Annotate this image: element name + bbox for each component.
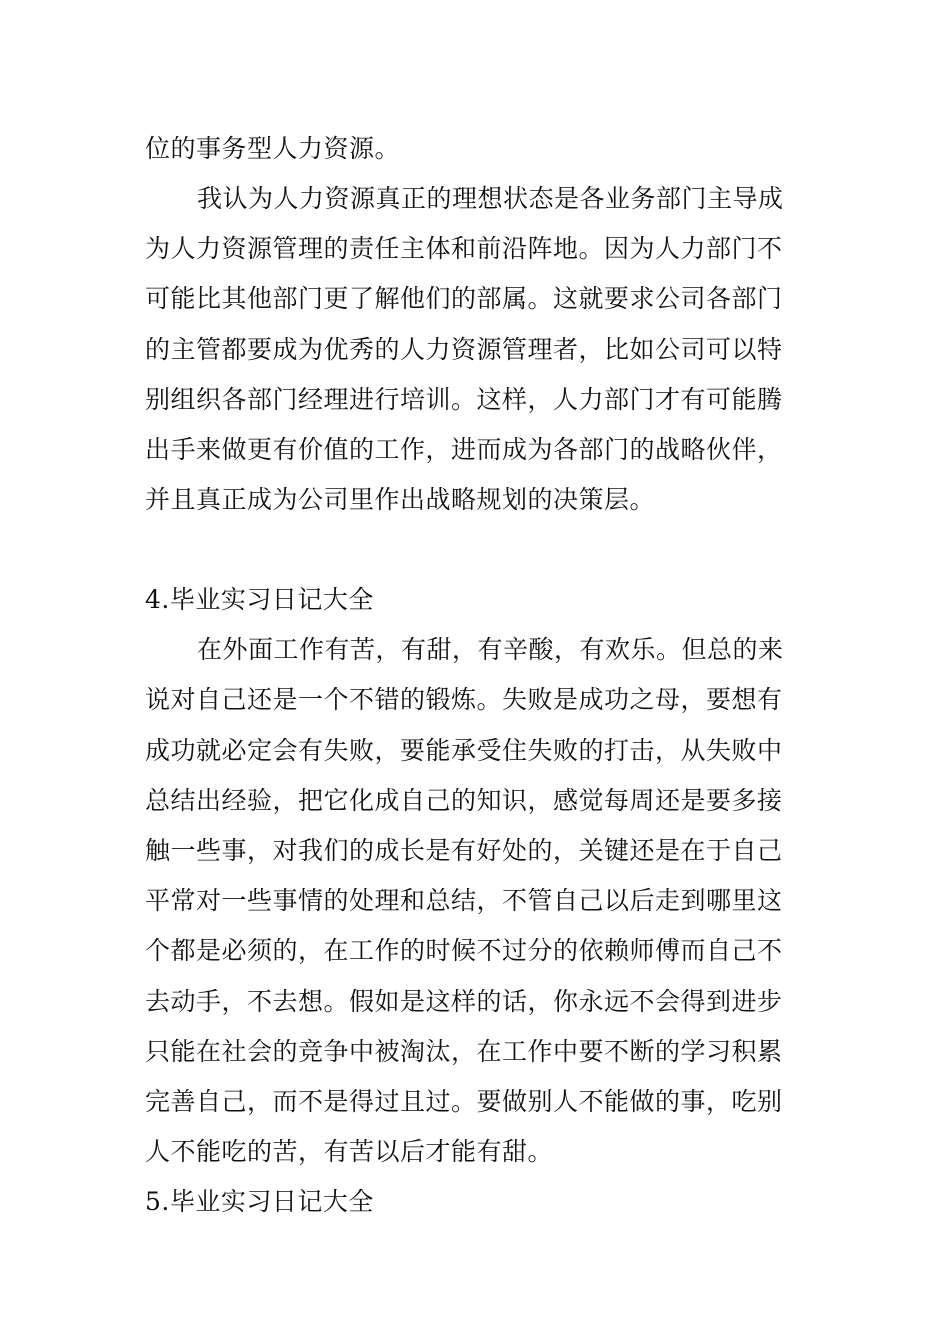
paragraph-line: 个都是必须的，在工作的时候不过分的依赖师傅而自己不	[145, 936, 783, 965]
paragraph-line: 位的事务型人力资源。	[145, 134, 401, 163]
paragraph-line: 在外面工作有苦，有甜，有辛酸，有欢乐。但总的来	[197, 635, 784, 664]
paragraph-line: 触一些事，对我们的成长是有好处的，关键还是在于自己	[145, 836, 783, 865]
paragraph-line: 说对自己还是一个不错的锻炼。失败是成功之母，要想有	[145, 685, 783, 714]
paragraph-line: 出手来做更有价值的工作，进而成为各部门的战略伙伴，	[145, 435, 783, 464]
paragraph-line: 为人力资源管理的责任主体和前沿阵地。因为人力部门不	[145, 234, 783, 263]
paragraph-line: 去动手，不去想。假如是这样的话，你永远不会得到进步	[145, 987, 783, 1016]
paragraph-line: 成功就必定会有失败，要能承受住失败的打击，从失败中	[145, 736, 783, 765]
paragraph-line: 我认为人力资源真正的理想状态是各业务部门主导成	[197, 184, 784, 213]
paragraph-line: 人不能吃的苦，有苦以后才能有甜。	[145, 1137, 554, 1166]
paragraph-line: 的主管都要成为优秀的人力资源管理者，比如公司可以特	[145, 335, 783, 364]
section-heading: 4.毕业实习日记大全	[145, 585, 374, 614]
paragraph-line: 别组织各部门经理进行培训。这样，人力部门才有可能腾	[145, 385, 783, 414]
paragraph-line: 只能在社会的竞争中被淘汰，在工作中要不断的学习积累	[145, 1037, 783, 1066]
paragraph-line: 完善自己，而不是得过且过。要做别人不能做的事，吃别	[145, 1087, 783, 1116]
paragraph-line: 并且真正成为公司里作出战略规划的决策层。	[145, 485, 656, 514]
paragraph-line: 可能比其他部门更了解他们的部属。这就要求公司各部门	[145, 284, 783, 313]
section-heading: 5.毕业实习日记大全	[145, 1187, 374, 1216]
paragraph-line: 总结出经验，把它化成自己的知识，感觉每周还是要多接	[145, 786, 783, 815]
paragraph-line: 平常对一些事情的处理和总结，不管自己以后走到哪里这	[145, 886, 783, 915]
